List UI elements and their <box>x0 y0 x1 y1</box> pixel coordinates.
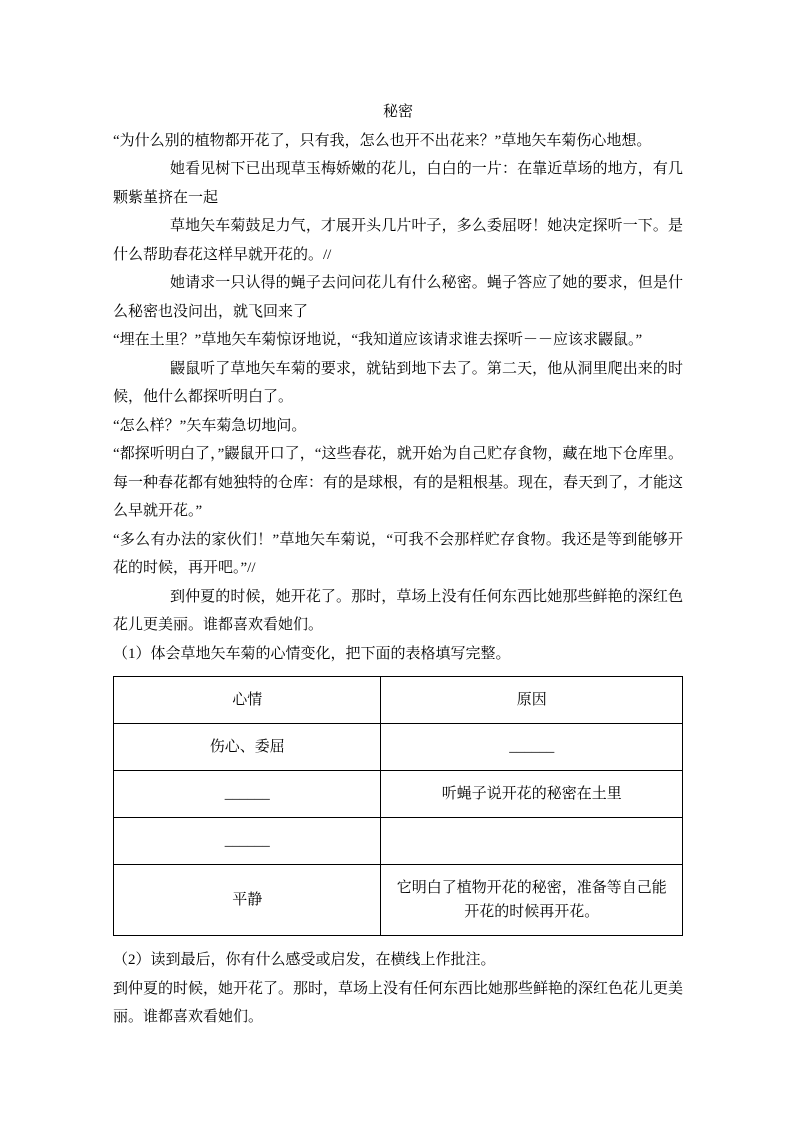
paragraph: “埋在土里？”草地矢车菊惊讶地说，“我知道应该请求谁去探听－－应该求鼹鼠。” <box>113 332 643 348</box>
page-title: 秘密 <box>382 104 413 120</box>
mood-reason-table <box>113 676 683 936</box>
table-header-mood: 心情 <box>114 677 381 724</box>
reason-cell-empty <box>381 818 683 865</box>
question-2: （2）读到最后，你有什么感受或启发，在横线上作批注。 <box>113 952 496 968</box>
paragraph: 草地矢车菊鼓足力气，才展开头几片叶子，多么委屈呀！她决定探听一下。是什么帮助春花这样早就开花的。// <box>113 218 683 263</box>
paragraph: 到仲夏的时候，她开花了。那时，草场上没有任何东西比她那些鲜艳的深红色花儿更美丽。谁都喜欢看她们。 <box>113 588 683 633</box>
table-row <box>114 818 683 865</box>
mood-cell-blank: ______ <box>114 771 381 818</box>
paragraph: “都探听明白了，”鼹鼠开口了，“这些春花，就开始为自己贮存食物，藏在地下仓库里。每一种春花都有她独特的仓库：有的是球根，有的是粗根基。现在，春天到了，才能这么早就开花。” <box>113 446 684 519</box>
mood-cell: 伤心、委屈 <box>114 724 381 771</box>
reason-cell: 它明白了植物开花的秘密，准备等自己能开花的时候再开花。 <box>381 865 683 936</box>
table-row <box>114 771 683 818</box>
reason-cell: 听蝇子说开花的秘密在土里 <box>381 771 683 818</box>
table-row <box>114 724 683 771</box>
reason-cell-blank: ______ <box>381 724 683 771</box>
paragraph: 鼹鼠听了草地矢车菊的要求，就钻到地下去了。第二天，他从洞里爬出来的时候，他什么都探听明白了。 <box>113 360 683 405</box>
closing-paragraph: 到仲夏的时候，她开花了。那时，草场上没有任何东西比她那些鲜艳的深红色花儿更美丽。谁都喜欢看她们。 <box>113 980 684 1025</box>
paragraph: 她请求一只认得的蝇子去问问花儿有什么秘密。蝇子答应了她的要求，但是什么秘密也没问出，就飞回来了 <box>113 275 683 320</box>
table-row <box>114 865 683 936</box>
table-header-row <box>114 677 683 724</box>
mood-cell: 平静 <box>114 865 381 936</box>
paragraph: “为什么别的植物都开花了，只有我，怎么也开不出花来？”草地矢车菊伤心地想。 <box>113 132 652 149</box>
paragraph: 她看见树下已出现草玉梅娇嫩的花儿，白白的一片：在靠近草场的地方，有几颗紫堇挤在一起 <box>113 161 683 206</box>
paragraph: “多么有办法的家伙们！”草地矢车菊说，“可我不会那样贮存食物。我还是等到能够开花的时候，再开吧。”// <box>113 531 683 576</box>
mood-cell-blank: ______ <box>114 818 381 865</box>
question-1: （1）体会草地矢车菊的心情变化，把下面的表格填写完整。 <box>113 645 511 662</box>
paragraph: “怎么样？”矢车菊急切地问。 <box>113 417 307 434</box>
table-header-reason: 原因 <box>381 677 683 724</box>
